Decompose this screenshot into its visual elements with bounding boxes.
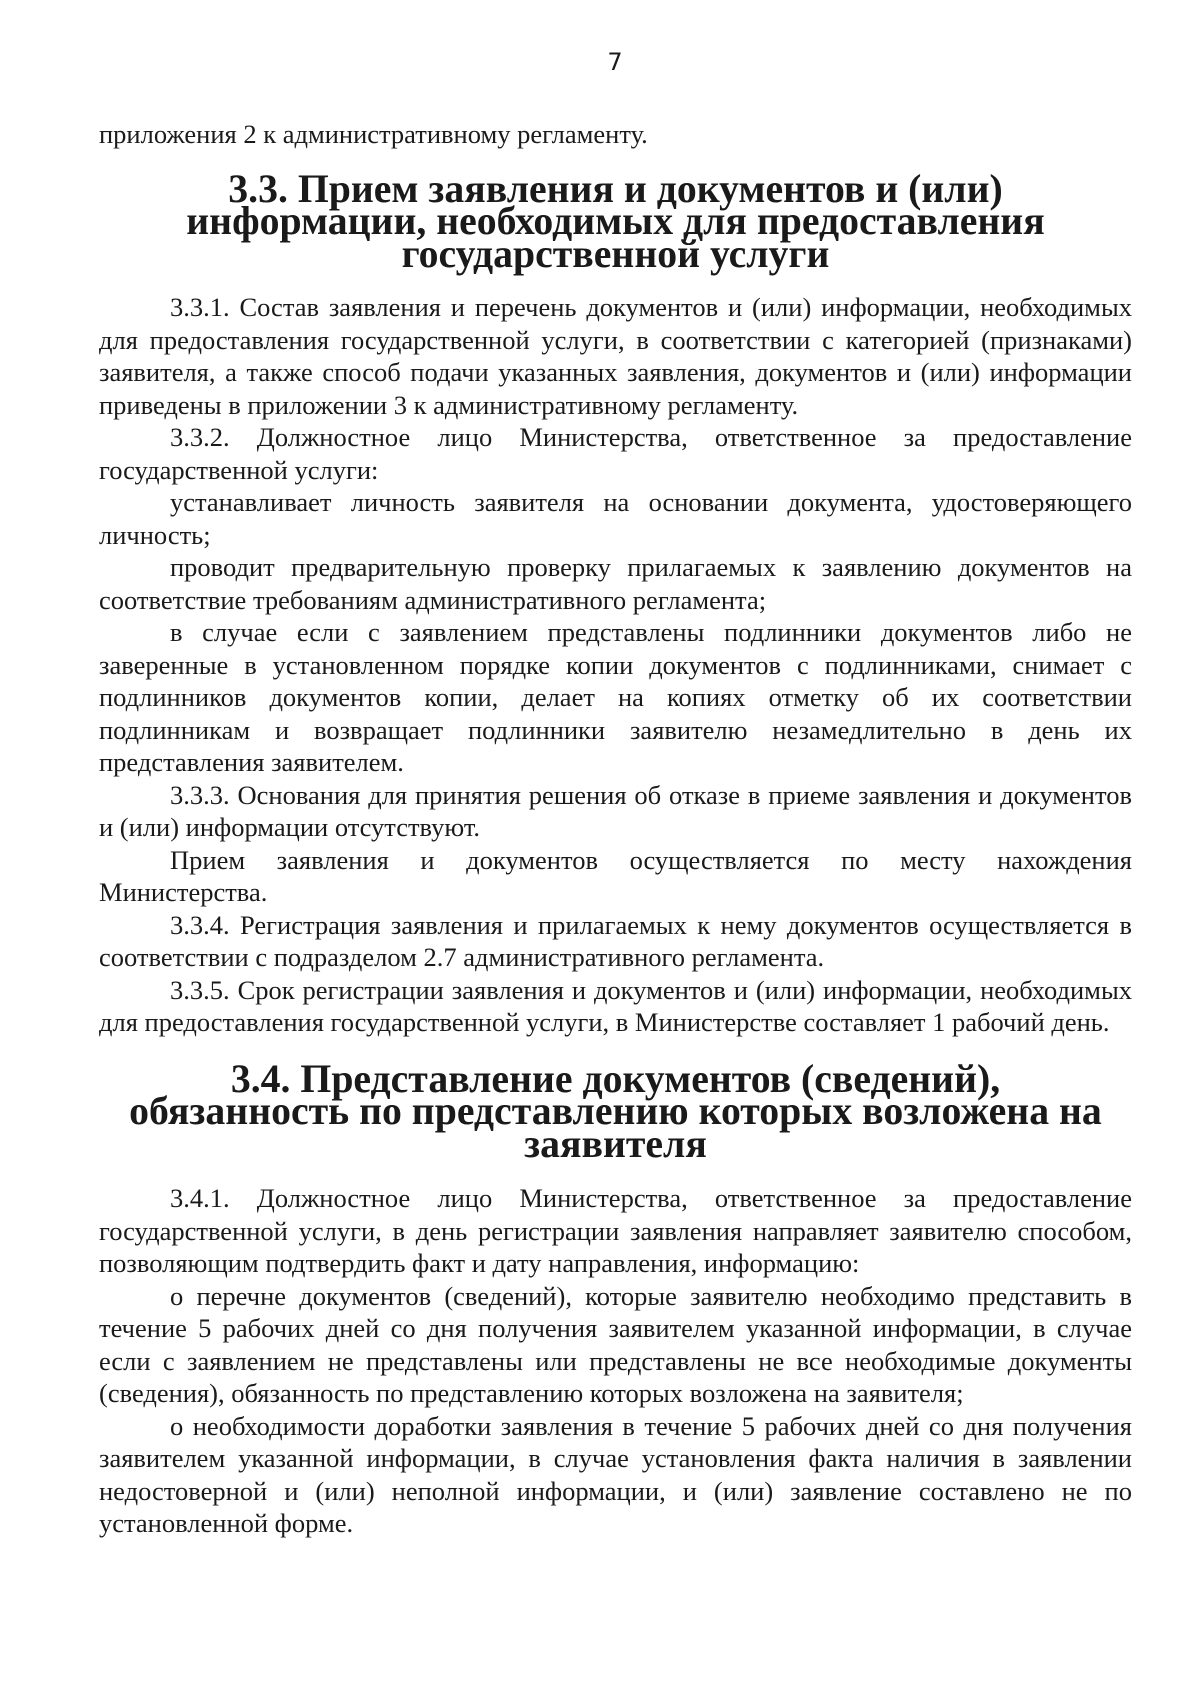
paragraph-3-3-2-identity: устанавливает личность заявителя на основании документа, удостоверяющего личность; (99, 487, 1132, 550)
page-number: 7 (607, 48, 623, 76)
document-body (99, 118, 1132, 1540)
paragraph-3-4-1-list: о перечне документов (сведений), которые заявителю необходимо представить в течение 5 рабочих дней со дня получения заявителем указанной информации, в случае если с заявлением не представлены или представлены не все необходимые документы (сведения), обязанность по представлению которых возложена на заявителя; (99, 1280, 1132, 1408)
paragraph-3-3-2: 3.3.2. Должностное лицо Министерства, ответственное за предоставление государственной услуги: (99, 422, 1132, 485)
paragraph-3-3-4: 3.3.4. Регистрация заявления и прилагаемых к нему документов осуществляется в соответствии с подразделом 2.7 административного регламента. (99, 909, 1132, 972)
section-3-3-heading: 3.3. Прием заявления и документов и (или) информации, необходимых для предоставления государственной услуги (186, 166, 1045, 276)
paragraph-3-4-1: 3.4.1. Должностное лицо Министерства, ответственное за предоставление государственной услуги, в день регистрации заявления направляет заявителю способом, позволяющим подтвердить факт и дату направления, информацию: (99, 1183, 1132, 1278)
paragraph-3-3-3-place: Прием заявления и документов осуществляется по месту нахождения Министерства. (99, 844, 1132, 907)
section-3-4-heading: 3.4. Представление документов (сведений), обязанность по представлению которых возложена на заявителя (129, 1056, 1102, 1166)
paragraph-3-3-2-check: проводит предварительную проверку прилагаемых к заявлению документов на соответствие требованиям административного регламента; (99, 552, 1132, 615)
paragraph-3-3-3: 3.3.3. Основания для принятия решения об отказе в приеме заявления и документов и (или) информации отсутствуют. (99, 779, 1132, 842)
paragraph-3-4-1-revision: о необходимости доработки заявления в течение 5 рабочих дней со дня получения заявителем указанной информации, в случае установления факта наличия в заявлении недостоверной и (или) неполной информации, и (или) заявление составлено не по установленной форме. (99, 1410, 1132, 1538)
intro-continuation: приложения 2 к административному регламенту. (99, 119, 648, 149)
paragraph-3-3-1: 3.3.1. Состав заявления и перечень документов и (или) информации, необходимых для предоставления государственной услуги, в соответствии с категорией (признаками) заявителя, а также способ подачи указанных заявления, документов и (или) информации приведены в приложении 3 к административному регламенту. (99, 292, 1132, 420)
paragraph-3-3-5: 3.3.5. Срок регистрации заявления и документов и (или) информации, необходимых для предоставления государственной услуги, в Министерстве составляет 1 рабочий день. (99, 974, 1132, 1037)
paragraph-3-3-2-copies: в случае если с заявлением представлены подлинники документов либо не заверенные в установленном порядке копии документов с подлинниками, снимает с подлинников документов копии, делает на копиях отметку об их соответствии подлинникам и возвращает подлинники заявителю незамедлительно в день их представления заявителем. (99, 617, 1132, 777)
